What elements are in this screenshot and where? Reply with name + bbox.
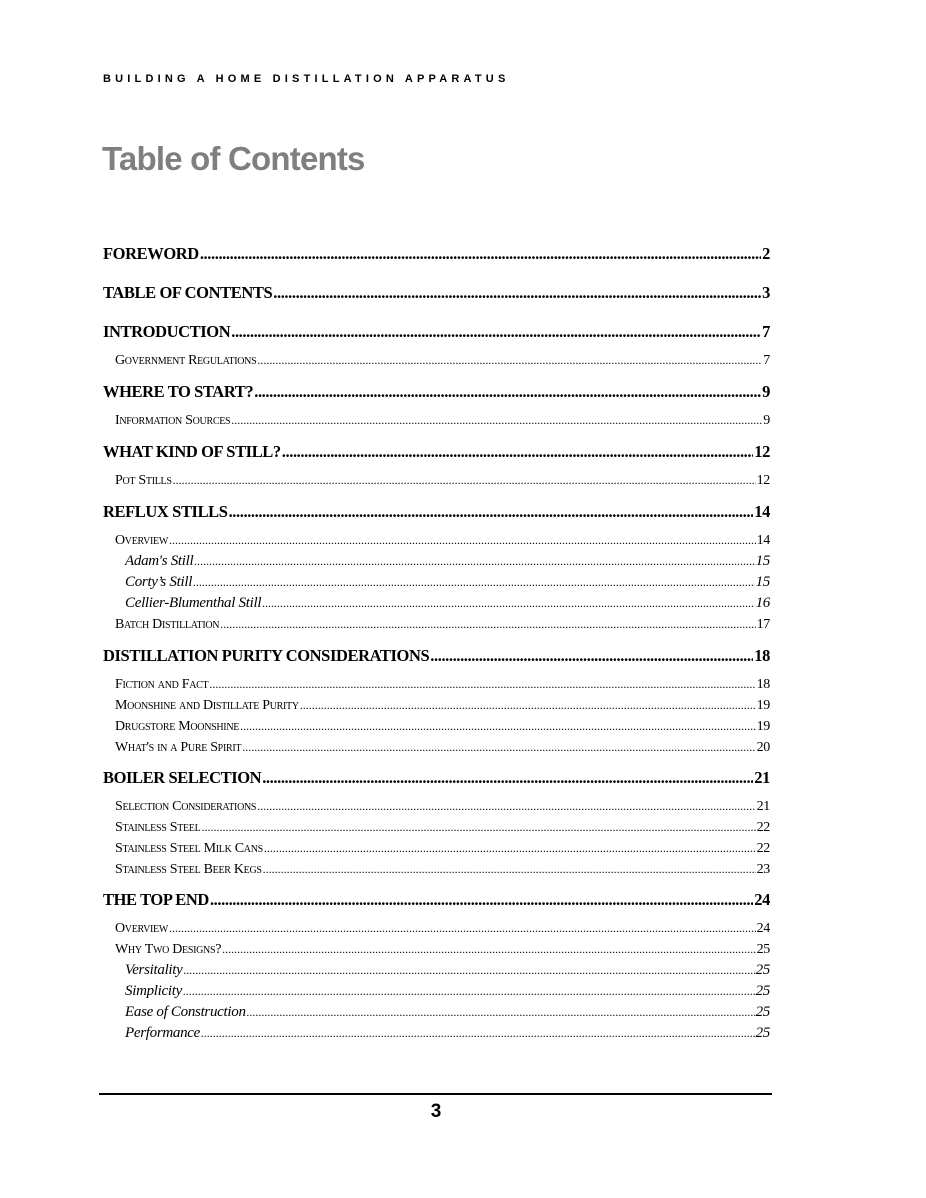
toc-entry-page: 15 [755,553,770,569]
toc-entry-page: 20 [756,740,770,755]
toc-entry-page: 17 [756,617,770,632]
toc-entry-page: 16 [755,595,770,611]
toc-entry[interactable] [103,553,770,570]
toc-entry[interactable] [103,942,770,958]
toc-entry-title: WHAT KIND OF STILL? [103,442,281,461]
toc-entry-page: 14 [754,502,770,521]
dot-leader [169,921,756,936]
dot-leader [194,554,754,569]
toc-entry-page: 7 [763,353,770,368]
dot-leader [240,719,756,734]
toc-entry[interactable] [103,442,770,462]
dot-leader [300,698,756,713]
dot-leader [231,413,762,428]
toc-entry-title: Selection Considerations [115,799,257,814]
toc-entry-page: 21 [754,768,770,787]
dot-leader [254,382,761,402]
dot-leader [201,820,755,835]
toc-entry-title: Stainless Steel Milk Cans [115,841,263,856]
toc-entry-title: Overview [115,921,169,936]
dot-leader [169,533,756,548]
toc-entry[interactable] [103,719,770,735]
toc-entry-title: Stainless Steel Beer Kegs [115,862,262,877]
toc-entry[interactable] [103,1004,770,1021]
toc-entry-title: Why Two Designs? [115,942,222,957]
toc-entry[interactable] [103,983,770,1000]
dot-leader [220,617,755,632]
toc-entry-title: FOREWORD [103,244,199,263]
toc-entry-page: 23 [756,862,770,877]
toc-entry-title: Stainless Steel [115,820,201,835]
toc-entry[interactable] [103,841,770,857]
toc-entry-page: 19 [756,698,770,713]
toc-entry[interactable] [103,533,770,549]
toc-entry[interactable] [103,617,770,633]
toc-entry[interactable] [103,574,770,591]
toc-entry-title: Government Regulations [115,353,257,368]
dot-leader [183,984,755,999]
dot-leader [430,646,753,666]
toc-entry-page: 25 [755,983,770,999]
toc-entry-title: Ease of Construction [125,1004,246,1020]
toc-entry-title: INTRODUCTION [103,322,231,341]
toc-entry-title: DISTILLATION PURITY CONSIDERATIONS [103,646,430,665]
toc-entry[interactable] [103,413,770,429]
toc-entry[interactable] [103,962,770,979]
dot-leader [184,963,755,978]
toc-entry-page: 18 [754,646,770,665]
toc-entry[interactable] [103,820,770,836]
dot-leader [273,283,761,303]
dot-leader [264,841,756,856]
dot-leader [262,768,753,788]
dot-leader [201,1026,755,1041]
dot-leader [262,596,754,611]
toc-entry-title: Overview [115,533,169,548]
toc-entry[interactable] [103,1025,770,1042]
dot-leader [210,890,753,910]
toc-entry[interactable] [103,768,770,788]
toc-entry-page: 19 [756,719,770,734]
toc-entry[interactable] [103,595,770,612]
toc-entry-title: Information Sources [115,413,231,428]
toc-entry[interactable] [103,244,770,264]
toc-entry-page: 22 [756,841,770,856]
toc-entry-page: 24 [756,921,770,936]
toc-entry-title: TABLE OF CONTENTS [103,283,273,302]
toc-entry-title: Performance [125,1025,201,1041]
toc-entry-page: 25 [755,962,770,978]
footer-rule [99,1093,772,1095]
toc-entry-page: 18 [756,677,770,692]
toc-entry-page: 21 [756,799,770,814]
toc-entry-page: 25 [755,1025,770,1041]
toc-entry-title: REFLUX STILLS [103,502,228,521]
toc-entry[interactable] [103,502,770,522]
dot-leader [231,322,761,342]
dot-leader [282,442,754,462]
toc-entry-page: 9 [763,413,770,428]
toc-entry-title: Versitality [125,962,183,978]
toc-entry-title: THE TOP END [103,890,209,909]
toc-entry-page: 22 [756,820,770,835]
dot-leader [229,502,754,522]
toc-entry[interactable] [103,322,770,342]
dot-leader [209,677,755,692]
toc-entry[interactable] [103,862,770,878]
toc-entry-title: Cellier-Blumenthal Still [125,595,262,611]
running-header: BUILDING A HOME DISTILLATION APPARATUS [103,73,510,85]
toc-entry[interactable] [103,799,770,815]
toc-entry-page: 2 [762,244,770,263]
toc-entry-page: 12 [754,442,770,461]
dot-leader [173,473,756,488]
dot-leader [222,942,755,957]
toc-entry[interactable] [103,677,770,693]
toc-entry-title: Moonshine and Distillate Purity [115,698,299,713]
dot-leader [257,353,762,368]
dot-leader [200,244,761,264]
toc-entry-title: WHERE TO START? [103,382,254,401]
toc-entry-title: Batch Distillation [115,617,220,632]
dot-leader [257,799,755,814]
toc-entry-page: 14 [756,533,770,548]
toc-entry-page: 25 [756,942,770,957]
toc-entry-page: 25 [755,1004,770,1020]
toc-entry-title: Adam's Still [125,553,194,569]
toc-entry[interactable] [103,646,770,666]
toc-entry[interactable] [103,890,770,910]
toc-entry-title: BOILER SELECTION [103,768,262,787]
toc-entry-page: 7 [762,322,770,341]
page-number: 3 [430,1101,442,1122]
toc-entry-page: 24 [754,890,770,909]
page-title: Table of Contents [102,140,365,177]
dot-leader [263,862,756,877]
toc-entry[interactable] [103,353,770,369]
toc-entry-page: 3 [762,283,770,302]
toc-entry[interactable] [103,921,770,937]
toc-entry[interactable] [103,283,770,303]
toc-entry[interactable] [103,473,770,489]
toc-entry[interactable] [103,698,770,714]
toc-entry-title: What's in a Pure Spirit [115,740,242,755]
dot-leader [242,740,755,755]
toc-entry-page: 15 [755,574,770,590]
toc-entry-title: Simplicity [125,983,182,999]
toc-entry-title: Fiction and Fact [115,677,209,692]
dot-leader [247,1005,755,1020]
toc-entry-title: Drugstore Moonshine [115,719,240,734]
toc-entry[interactable] [103,740,770,756]
toc-entry[interactable] [103,382,770,402]
dot-leader [193,575,755,590]
toc-entry-title: Pot Stills [115,473,172,488]
toc-entry-page: 12 [756,473,770,488]
toc-entry-page: 9 [762,382,770,401]
toc-entry-title: Corty’s Still [125,574,193,590]
